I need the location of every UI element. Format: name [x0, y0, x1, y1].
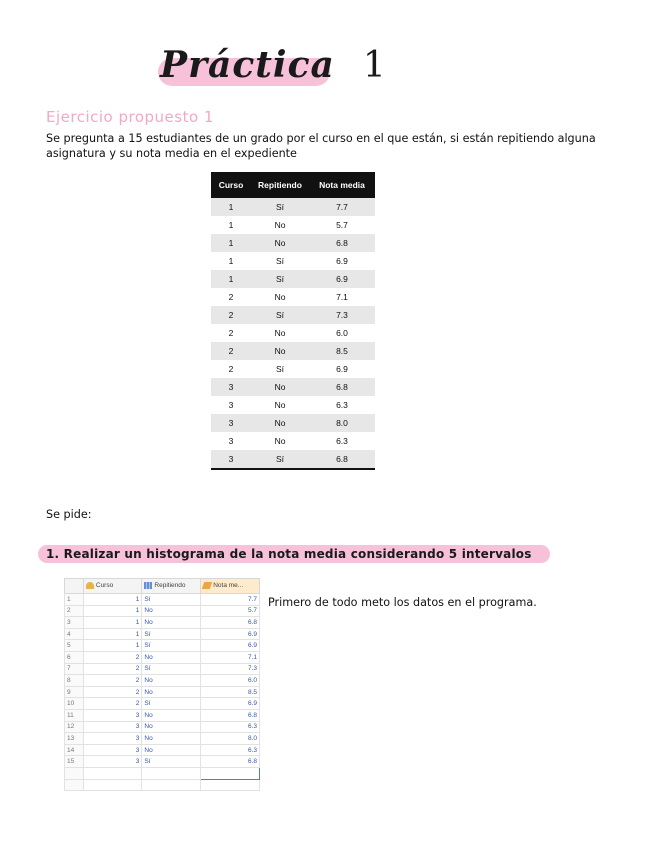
sheet-cell-curso[interactable] [83, 779, 142, 791]
spreadsheet-row [65, 617, 260, 629]
cell-nota-media: 6.9 [336, 256, 348, 266]
header-curso: Curso [211, 172, 251, 198]
table-row [211, 414, 375, 432]
row-number: 15 [65, 756, 84, 768]
row-number: 2 [65, 605, 84, 617]
row-number: 3 [65, 617, 84, 629]
sheet-cell-curso[interactable]: 1 [83, 628, 142, 640]
sheet-cell-nota[interactable]: 6.8 [201, 756, 260, 768]
cell-nota-media: 6.3 [336, 400, 348, 410]
row-number-header [65, 579, 84, 594]
cell-repitiendo: No [274, 436, 286, 446]
cell-nota-media: 8.0 [309, 414, 375, 432]
sheet-cell-curso[interactable]: 1 [83, 605, 142, 617]
cell-nota-media: 6.9 [336, 364, 348, 374]
cell-repitiendo: Sí [251, 306, 309, 324]
cell-nota-media: 8.5 [309, 342, 375, 360]
cell-nota-media: 6.8 [309, 378, 375, 396]
table-row [211, 324, 375, 342]
page-title [158, 44, 398, 94]
cell-repitiendo: No [251, 414, 309, 432]
table-row [211, 198, 375, 216]
spreadsheet-header [65, 579, 260, 594]
title-number: 1 [362, 45, 387, 86]
cell-curso: 3 [228, 436, 234, 446]
sheet-cell-curso[interactable]: 3 [83, 721, 142, 733]
row-number: 13 [65, 733, 84, 745]
sheet-cell-curso[interactable]: 2 [83, 698, 142, 710]
spreadsheet-empty-row [65, 767, 260, 779]
sheet-cell-repitiendo[interactable]: Sí [142, 698, 201, 710]
cell-nota-media: 5.7 [336, 220, 348, 230]
sheet-cell-nota[interactable]: 6.8 [201, 709, 260, 721]
spreadsheet-body [65, 594, 260, 791]
table-row [211, 432, 375, 450]
sheet-cell-curso[interactable]: 2 [83, 651, 142, 663]
spreadsheet-empty-row [65, 779, 260, 791]
sheet-cell-nota[interactable]: 6.9 [201, 698, 260, 710]
row-number [65, 779, 84, 791]
row-number: 14 [65, 744, 84, 756]
sheet-cell-nota[interactable] [201, 767, 260, 779]
sheet-cell-nota[interactable] [201, 779, 260, 791]
sheet-cell-nota[interactable]: 5.7 [201, 605, 260, 617]
title-word: Práctica [160, 44, 335, 86]
cell-nota-media: 7.3 [309, 306, 375, 324]
spreadsheet-row [65, 686, 260, 698]
table-row [211, 288, 375, 306]
row-number: 5 [65, 640, 84, 652]
side-note: Primero de todo meto los datos en el programa. [268, 596, 537, 609]
cell-curso: 1 [228, 220, 234, 230]
sheet-cell-nota[interactable]: 6.3 [201, 721, 260, 733]
sheet-cell-repitiendo[interactable] [142, 779, 201, 791]
sheet-cell-repitiendo[interactable]: No [142, 605, 201, 617]
cell-repitiendo: Sí [251, 270, 309, 288]
sheet-cell-curso[interactable] [83, 767, 142, 779]
sheet-cell-nota[interactable]: 8.5 [201, 686, 260, 698]
cell-curso: 3 [211, 450, 251, 469]
sheet-cell-repitiendo[interactable]: No [142, 733, 201, 745]
cell-nota-media: 7.7 [309, 198, 375, 216]
cell-repitiendo: No [251, 342, 309, 360]
table-row [211, 342, 375, 360]
spreadsheet-row [65, 663, 260, 675]
sheet-cell-repitiendo[interactable]: No [142, 721, 201, 733]
col-repitiendo-label: Repitiendo [154, 582, 186, 590]
cell-curso: 1 [211, 198, 251, 216]
sheet-cell-repitiendo[interactable]: No [142, 651, 201, 663]
sheet-cell-curso[interactable]: 3 [83, 744, 142, 756]
cell-curso: 2 [211, 306, 251, 324]
table-row [211, 252, 375, 270]
row-number: 6 [65, 651, 84, 663]
cell-repitiendo: Sí [275, 364, 285, 374]
row-number: 1 [65, 594, 84, 606]
sheet-cell-nota[interactable]: 7.3 [201, 663, 260, 675]
sheet-cell-repitiendo[interactable] [142, 767, 201, 779]
table-row [211, 306, 375, 324]
exercise-heading: Ejercicio propuesto 1 [46, 108, 214, 126]
header-repitiendo: Repitiendo [251, 172, 309, 198]
data-table-header [211, 172, 375, 198]
sheet-cell-curso[interactable]: 1 [83, 640, 142, 652]
sheet-cell-repitiendo[interactable]: Sí [142, 628, 201, 640]
sheet-cell-curso[interactable]: 2 [83, 663, 142, 675]
sheet-cell-nota[interactable]: 7.7 [201, 594, 260, 606]
spreadsheet-row [65, 756, 260, 768]
cell-curso: 2 [211, 342, 251, 360]
data-table-body [211, 198, 375, 469]
table-row [211, 270, 375, 288]
cell-nota-media: 6.0 [336, 328, 348, 338]
sheet-cell-repitiendo[interactable]: No [142, 675, 201, 687]
spreadsheet [64, 578, 260, 800]
sheet-cell-curso[interactable]: 1 [83, 617, 142, 629]
row-number [65, 767, 84, 779]
cell-repitiendo: No [274, 220, 286, 230]
spreadsheet-row [65, 651, 260, 663]
cell-curso: 2 [228, 292, 234, 302]
col-repitiendo-header[interactable] [142, 579, 201, 594]
row-number: 12 [65, 721, 84, 733]
cell-repitiendo: Sí [251, 198, 309, 216]
exercise-intro: Se pregunta a 15 estudiantes de un grado por el curso en el que están, si están repitiendo alguna asignatura y su nota media en el expediente [46, 132, 596, 160]
spreadsheet-row [65, 605, 260, 617]
sheet-cell-curso[interactable]: 3 [83, 709, 142, 721]
table-row [211, 450, 375, 469]
cell-repitiendo: No [274, 328, 286, 338]
sheet-cell-nota[interactable]: 6.8 [201, 617, 260, 629]
row-number: 7 [65, 663, 84, 675]
spreadsheet-row [65, 594, 260, 606]
sheet-cell-repitiendo[interactable]: Sí [142, 756, 201, 768]
col-curso-header[interactable] [83, 579, 142, 594]
cell-curso: 1 [211, 270, 251, 288]
sheet-cell-nota[interactable]: 6.3 [201, 744, 260, 756]
ordinal-icon [144, 582, 152, 589]
cell-repitiendo: Sí [251, 450, 309, 469]
cell-curso: 1 [228, 256, 234, 266]
spreadsheet-row [65, 628, 260, 640]
col-nota-label: Nota me... [213, 582, 244, 590]
sheet-cell-curso[interactable]: 2 [83, 675, 142, 687]
sheet-cell-repitiendo[interactable]: Sí [142, 640, 201, 652]
table-row [211, 378, 375, 396]
spreadsheet-table [64, 578, 260, 791]
sheet-cell-repitiendo[interactable]: No [142, 617, 201, 629]
col-nota-header[interactable] [201, 579, 260, 594]
sheet-cell-repitiendo[interactable]: No [142, 686, 201, 698]
cell-nota-media: 6.9 [309, 270, 375, 288]
spreadsheet-row [65, 733, 260, 745]
sheet-cell-nota[interactable]: 6.9 [201, 628, 260, 640]
cell-curso: 3 [211, 378, 251, 396]
row-number: 10 [65, 698, 84, 710]
sheet-cell-nota[interactable]: 8.0 [201, 733, 260, 745]
spreadsheet-row [65, 698, 260, 710]
col-curso-label: Curso [95, 582, 114, 590]
table-row [211, 234, 375, 252]
cell-repitiendo: No [251, 234, 309, 252]
task-1: 1. Realizar un histograma de la nota media considerando 5 intervalos [46, 547, 532, 561]
cell-curso: 3 [211, 414, 251, 432]
sheet-cell-nota[interactable]: 7.1 [201, 651, 260, 663]
sheet-cell-repitiendo[interactable]: Sí [142, 663, 201, 675]
sheet-cell-curso[interactable]: 2 [83, 686, 142, 698]
row-number: 8 [65, 675, 84, 687]
sheet-cell-nota[interactable]: 6.0 [201, 675, 260, 687]
spreadsheet-row [65, 709, 260, 721]
cell-nota-media: 7.1 [336, 292, 348, 302]
nominal-icon [86, 582, 94, 589]
row-number: 11 [65, 709, 84, 721]
sheet-cell-curso[interactable]: 1 [83, 594, 142, 606]
cell-nota-media: 6.3 [336, 436, 348, 446]
sheet-cell-repitiendo[interactable]: No [142, 744, 201, 756]
spreadsheet-row [65, 640, 260, 652]
row-number: 9 [65, 686, 84, 698]
cell-curso: 1 [211, 234, 251, 252]
sheet-cell-curso[interactable]: 3 [83, 733, 142, 745]
data-table [211, 172, 375, 470]
table-row [211, 216, 375, 234]
table-row [211, 396, 375, 414]
cell-curso: 2 [228, 328, 234, 338]
scale-icon [202, 582, 213, 589]
header-nota-media: Nota media [309, 172, 375, 198]
cell-repitiendo: Sí [275, 256, 285, 266]
spreadsheet-row [65, 675, 260, 687]
cell-repitiendo: No [274, 400, 286, 410]
title-text [160, 44, 387, 86]
cell-repitiendo: No [274, 292, 286, 302]
row-number: 4 [65, 628, 84, 640]
cell-curso: 3 [228, 400, 234, 410]
cell-repitiendo: No [251, 378, 309, 396]
cell-nota-media: 6.8 [309, 450, 375, 469]
sheet-cell-repitiendo[interactable]: No [142, 709, 201, 721]
table-row [211, 360, 375, 378]
se-pide-label: Se pide: [46, 508, 92, 521]
spreadsheet-row [65, 744, 260, 756]
sheet-cell-repitiendo[interactable]: Sí [142, 594, 201, 606]
cell-curso: 2 [228, 364, 234, 374]
sheet-cell-curso[interactable]: 3 [83, 756, 142, 768]
sheet-cell-nota[interactable]: 6.9 [201, 640, 260, 652]
cell-nota-media: 6.8 [309, 234, 375, 252]
spreadsheet-row [65, 721, 260, 733]
